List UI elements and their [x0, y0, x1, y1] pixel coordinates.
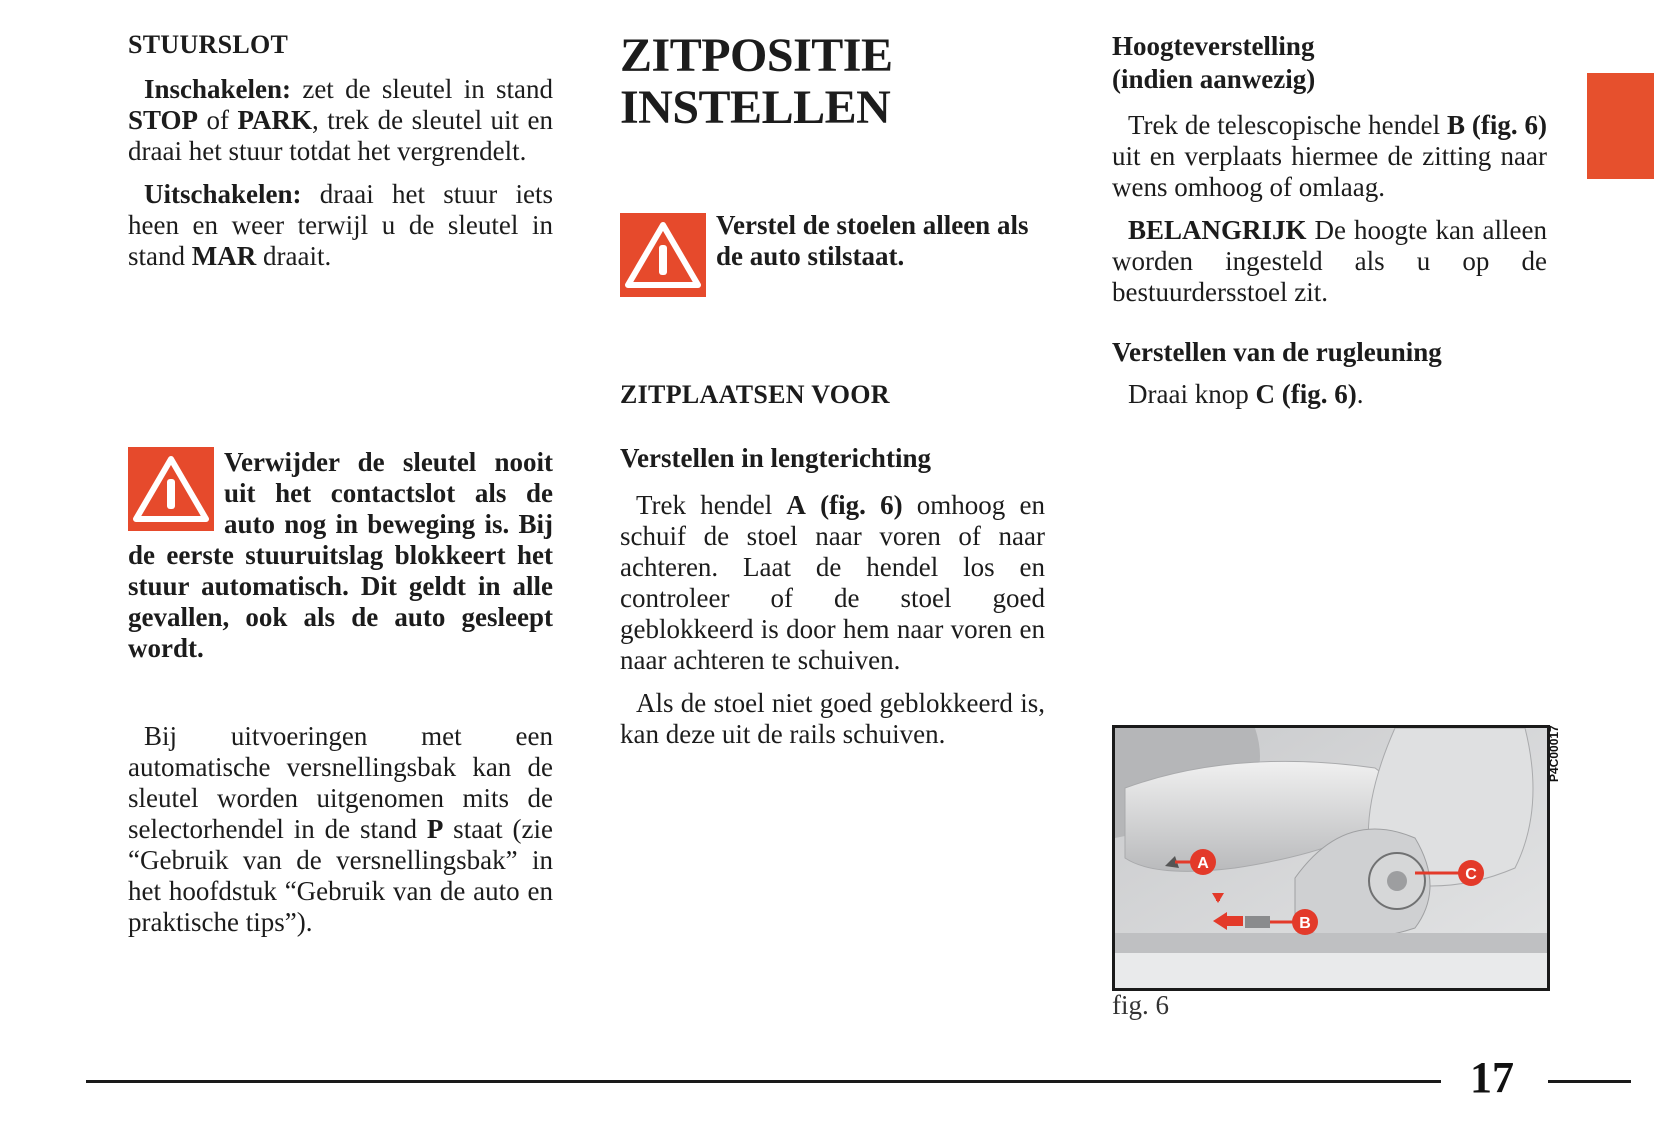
paragraph-lengterichting: Trek hendel A (fig. 6) omhoog en schuif de stoel naar voren of naar achteren. Laat de hendel los en controleer of de stoel goed geblokkeerd is door hem naar voren en naar achteren te schuiven.	[620, 490, 1045, 675]
subhead-lengterichting: Verstellen in lengterichting	[620, 443, 931, 473]
warning-triangle-icon	[128, 447, 214, 531]
paragraph-blokkering: Als de stoel niet goed geblokkeerd is, kan deze uit de rails schuiven.	[620, 688, 1045, 749]
chapter-tab	[1587, 73, 1654, 179]
paragraph-rugleuning: Draai knop C (fig. 6).	[1128, 379, 1364, 409]
paragraph-hoogteverstelling: Trek de telescopische hendel B (fig. 6) uit en verplaats hiermee de zitting naar wens omhoog of omlaag.	[1112, 110, 1547, 202]
warning-text: Verstel de stoelen alleen als de auto stilstaat.	[716, 210, 1029, 271]
column-stuurslot	[128, 30, 553, 272]
subhead-rugleuning: Verstellen van de rugleuning	[1112, 337, 1442, 367]
paragraph-uitschakelen: Uitschakelen: draai het stuur iets heen en weer terwijl u de sleutel in stand MAR draait.	[128, 179, 553, 271]
warning-stoelen	[620, 210, 1045, 297]
seat-figure	[1112, 725, 1550, 991]
warning-sleutel	[128, 447, 553, 664]
warning-triangle-icon	[620, 213, 706, 297]
seat-illustration	[1115, 728, 1547, 988]
paragraph-inschakelen: Inschakelen: zet de sleutel in stand STOP of PARK, trek de sleutel uit en draai het stuur totdat het vergrendelt.	[128, 74, 553, 166]
subhead-hoogteverstelling: Hoogteverstelling (indien aanwezig)	[1112, 31, 1316, 94]
lengterichting-text	[620, 490, 1045, 750]
footer-rule	[86, 1080, 1441, 1083]
figure-caption: fig. 6	[1112, 990, 1169, 1020]
figure-code: P4C00017	[1547, 725, 1561, 782]
heading-stuurslot: STUURSLOT	[128, 30, 289, 59]
section-zitplaatsen-voor: ZITPLAATSEN VOOR	[620, 380, 890, 409]
paragraph-automatisch: Bij uitvoeringen met een automatische versnellingsbak kan de sleutel worden uitgenomen mits de selectorhendel in de stand P staat (zie “Gebruik van de versnellingsbak” in het hoofdstuk “Gebruik van de auto en praktische tips”).	[128, 721, 553, 937]
page-title: ZITPOSITIE INSTELLEN	[620, 29, 893, 134]
footer-rule-right	[1548, 1080, 1631, 1083]
figure-label-b: B	[1299, 915, 1311, 932]
figure-label-a: A	[1197, 855, 1209, 872]
paragraph-belangrijk: BELANGRIJK De hoogte kan alleen worden ingesteld als u op de bestuurdersstoel zit.	[1112, 215, 1547, 307]
column-zitpositie	[620, 30, 1045, 134]
figure-label-c: C	[1465, 866, 1477, 883]
warning-text: Verwijder de sleutel nooit uit het contactslot als de auto nog in beweging is. Bij de eerste stuuruitslag blokkeert het stuur automatisch. Dit geldt in alle gevallen, ook als de auto gesleept wordt.	[128, 447, 553, 663]
page-number: 17	[1470, 1053, 1514, 1102]
column-hoogte	[1112, 30, 1547, 410]
